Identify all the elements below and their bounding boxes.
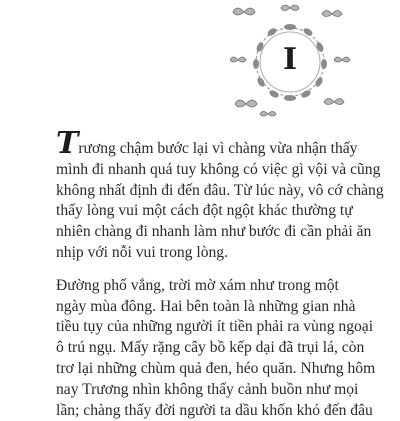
text-line: nhiên chàng đi nhanh làm như bước đi cần phải ăn [56, 223, 372, 241]
text-line [56, 126, 362, 161]
body-text [56, 126, 384, 421]
text-line: nay Trương nhìn không thấy cảnh buồn như mọi [56, 380, 359, 398]
paragraph-1 [56, 126, 384, 264]
text-line: không nhất định đi đến đâu. Từ lúc này, vô cớ chàng [56, 181, 384, 199]
drop-cap: T [56, 126, 79, 161]
text-line: ô trú ngụ. Mấy rặng cây bồ kếp dại đã trụi lá, còn [56, 339, 365, 357]
text-line: tiều tụy của những người ít tiền phải ra vùng ngoại [56, 318, 374, 336]
text-line: trơ lại những chùm quả đen, héo quăn. Nhưng hôm [56, 359, 376, 377]
text-line: lần; chàng thấy đời người ta dầu khốn khó đến đâu [56, 401, 373, 419]
text-line: nhịp với nỗi vui trong lòng. [56, 243, 228, 261]
text-line: mình đi nhanh quá tuy không có việc gì vội và cũng [56, 160, 381, 178]
text-line: thấy lòng vui một cách đột ngột khác thường tự [56, 202, 353, 220]
text-line-rest: rương chậm bước lại vì chàng vừa nhận thấy [78, 140, 358, 157]
paragraph-2 [56, 276, 376, 421]
chapter-number: I [282, 42, 298, 77]
text-line: Đường phố vắng, trời mờ xám như trong một [56, 276, 339, 294]
text-line: ngày mùa đông. Hai bên toàn là những gian nhà [56, 297, 356, 315]
